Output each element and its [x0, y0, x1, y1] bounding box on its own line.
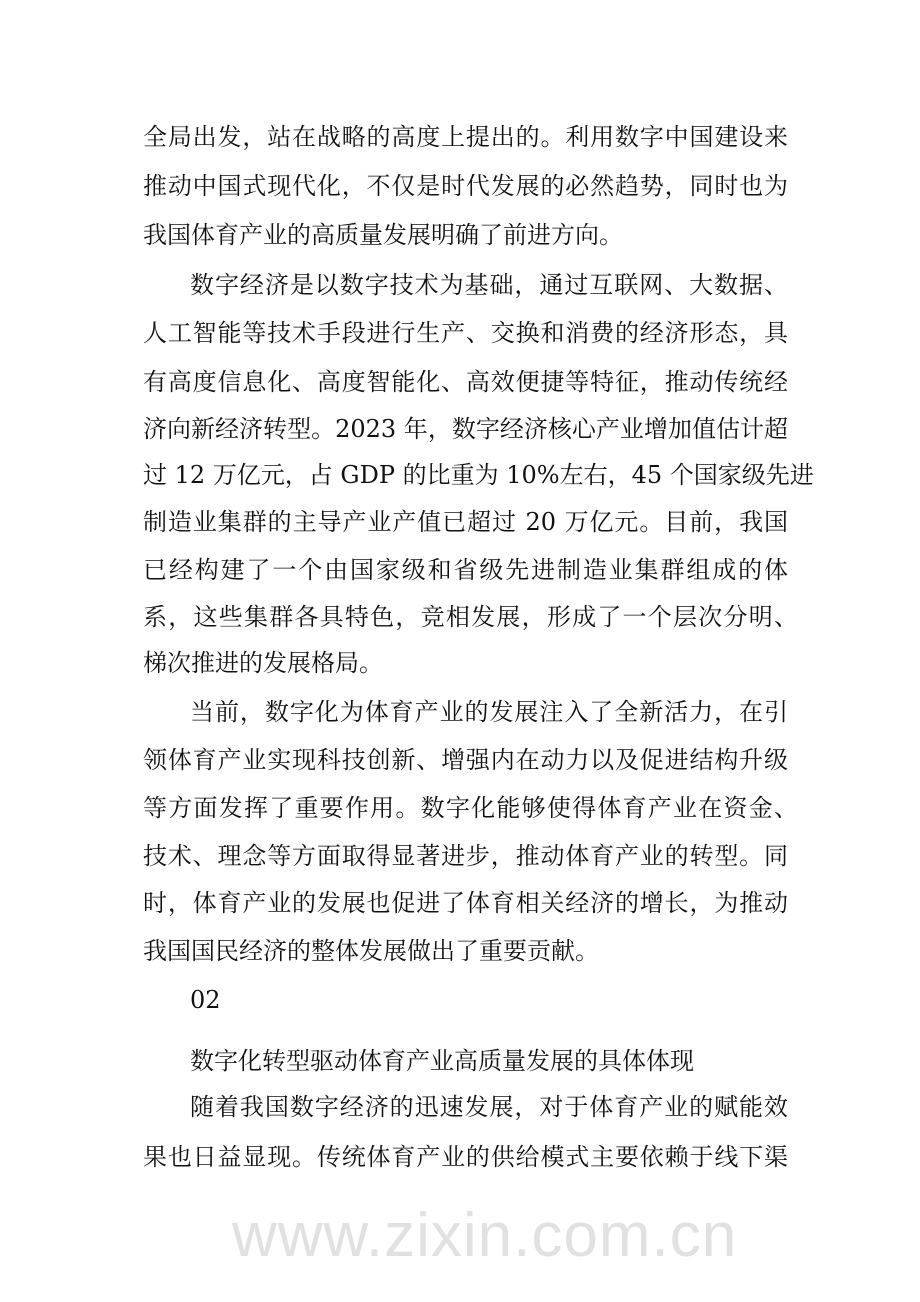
paragraph-line: 梯次推进的发展格局。 [143, 649, 383, 677]
paragraph-line: 等方面发挥了重要作用。数字化能够使得体育产业在资金、 [143, 794, 798, 822]
paragraph-line: 系，这些集群各具特色，竞相发展，形成了一个层次分明、 [143, 603, 798, 631]
paragraph-line: 全局出发，站在战略的高度上提出的。利用数字中国建设来 [143, 123, 788, 151]
paragraph-line: 我国国民经济的整体发展做出了重要贡献。 [143, 937, 599, 965]
paragraph-line: 有高度信息化、高度智能化、高效便捷等特征，推动传统经 [143, 368, 788, 396]
watermark: www.zixin.com.cn [232, 1201, 738, 1270]
paragraph-line: 过 12 万亿元，占 GDP 的比重为 10%左右，45 个国家级先进 [143, 461, 814, 489]
paragraph-line: 我国体育产业的高质量发展明确了前进方向。 [143, 221, 623, 249]
section-number: 02 [190, 986, 221, 1014]
paragraph-line: 济向新经济转型。2023 年，数字经济核心产业增加值估计超 [143, 415, 788, 443]
paragraph-line: 当前，数字化为体育产业的发展注入了全新活力，在引 [190, 698, 788, 726]
paragraph-line: 果也日益显现。传统体育产业的供给模式主要依赖于线下渠 [143, 1143, 788, 1171]
paragraph-line: 已经构建了一个由国家级和省级先进制造业集群组成的体 [143, 556, 788, 584]
paragraph-line: 领体育产业实现科技创新、增强内在动力以及促进结构升级 [143, 746, 788, 774]
paragraph-line: 推动中国式现代化，不仅是时代发展的必然趋势，同时也为 [143, 172, 788, 200]
paragraph-line: 数字经济是以数字技术为基础，通过互联网、大数据、 [190, 271, 788, 299]
paragraph-line: 时，体育产业的发展也促进了体育相关经济的增长，为推动 [143, 889, 788, 917]
section-heading: 数字化转型驱动体育产业高质量发展的具体体现 [190, 1047, 694, 1075]
paragraph-line: 制造业集群的主导产业产值已超过 20 万亿元。目前，我国 [143, 508, 788, 536]
paragraph-line: 随着我国数字经济的迅速发展，对于体育产业的赋能效 [190, 1093, 788, 1121]
paragraph-line: 人工智能等技术手段进行生产、交换和消费的经济形态，具 [143, 319, 788, 347]
paragraph-line: 技术、理念等方面取得显著进步，推动体育产业的转型。同 [143, 842, 788, 870]
